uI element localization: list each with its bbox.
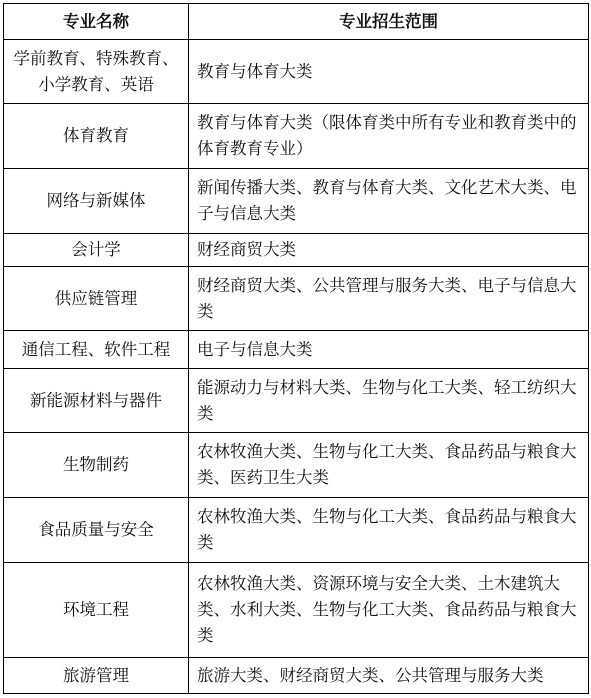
table-row: [4, 267, 589, 331]
table-row: [4, 234, 589, 267]
table-row: [4, 563, 589, 658]
table-row: [4, 40, 589, 104]
major-name-cell: 体育教育: [4, 104, 189, 169]
admission-scope-cell: 财经商贸大类: [189, 234, 589, 267]
major-name-cell: 食品质量与安全: [4, 498, 189, 563]
major-name-cell: 网络与新媒体: [4, 169, 189, 234]
header-row: [4, 4, 589, 40]
admission-scope-cell: 财经商贸大类、公共管理与服务大类、电子与信息大类: [189, 267, 589, 331]
major-name-cell: 新能源材料与器件: [4, 369, 189, 433]
table-row: [4, 369, 589, 433]
table-row: [4, 433, 589, 498]
admission-scope-cell: 教育与体育大类: [189, 40, 589, 104]
major-name-cell: 生物制药: [4, 433, 189, 498]
header-major-name: 专业名称: [4, 4, 189, 40]
admission-scope-cell: 农林牧渔大类、资源环境与安全大类、土木建筑大类、水利大类、生物与化工大类、食品药品与粮食大类: [189, 563, 589, 658]
table-row: [4, 104, 589, 169]
admission-scope-cell: 教育与体育大类（限体育类中所有专业和教育类中的体育教育专业）: [189, 104, 589, 169]
major-name-cell: 旅游管理: [4, 658, 189, 694]
table-row: [4, 658, 589, 694]
major-name-cell: 通信工程、软件工程: [4, 331, 189, 369]
table-row: [4, 498, 589, 563]
header-admission-scope: 专业招生范围: [189, 4, 589, 40]
admission-scope-cell: 旅游大类、财经商贸大类、公共管理与服务大类: [189, 658, 589, 694]
major-name-cell: 学前教育、特殊教育、小学教育、英语: [4, 40, 189, 104]
major-name-cell: 环境工程: [4, 563, 189, 658]
admission-scope-cell: 能源动力与材料大类、生物与化工大类、轻工纺织大类: [189, 369, 589, 433]
major-name-cell: 供应链管理: [4, 267, 189, 331]
admission-scope-cell: 电子与信息大类: [189, 331, 589, 369]
admission-scope-cell: 农林牧渔大类、生物与化工大类、食品药品与粮食大类: [189, 498, 589, 563]
admission-scope-cell: 农林牧渔大类、生物与化工大类、食品药品与粮食大类、医药卫生大类: [189, 433, 589, 498]
majors-table: [3, 3, 589, 694]
major-name-cell: 会计学: [4, 234, 189, 267]
table-row: [4, 169, 589, 234]
table-row: [4, 331, 589, 369]
admission-scope-cell: 新闻传播大类、教育与体育大类、文化艺术大类、电子与信息大类: [189, 169, 589, 234]
